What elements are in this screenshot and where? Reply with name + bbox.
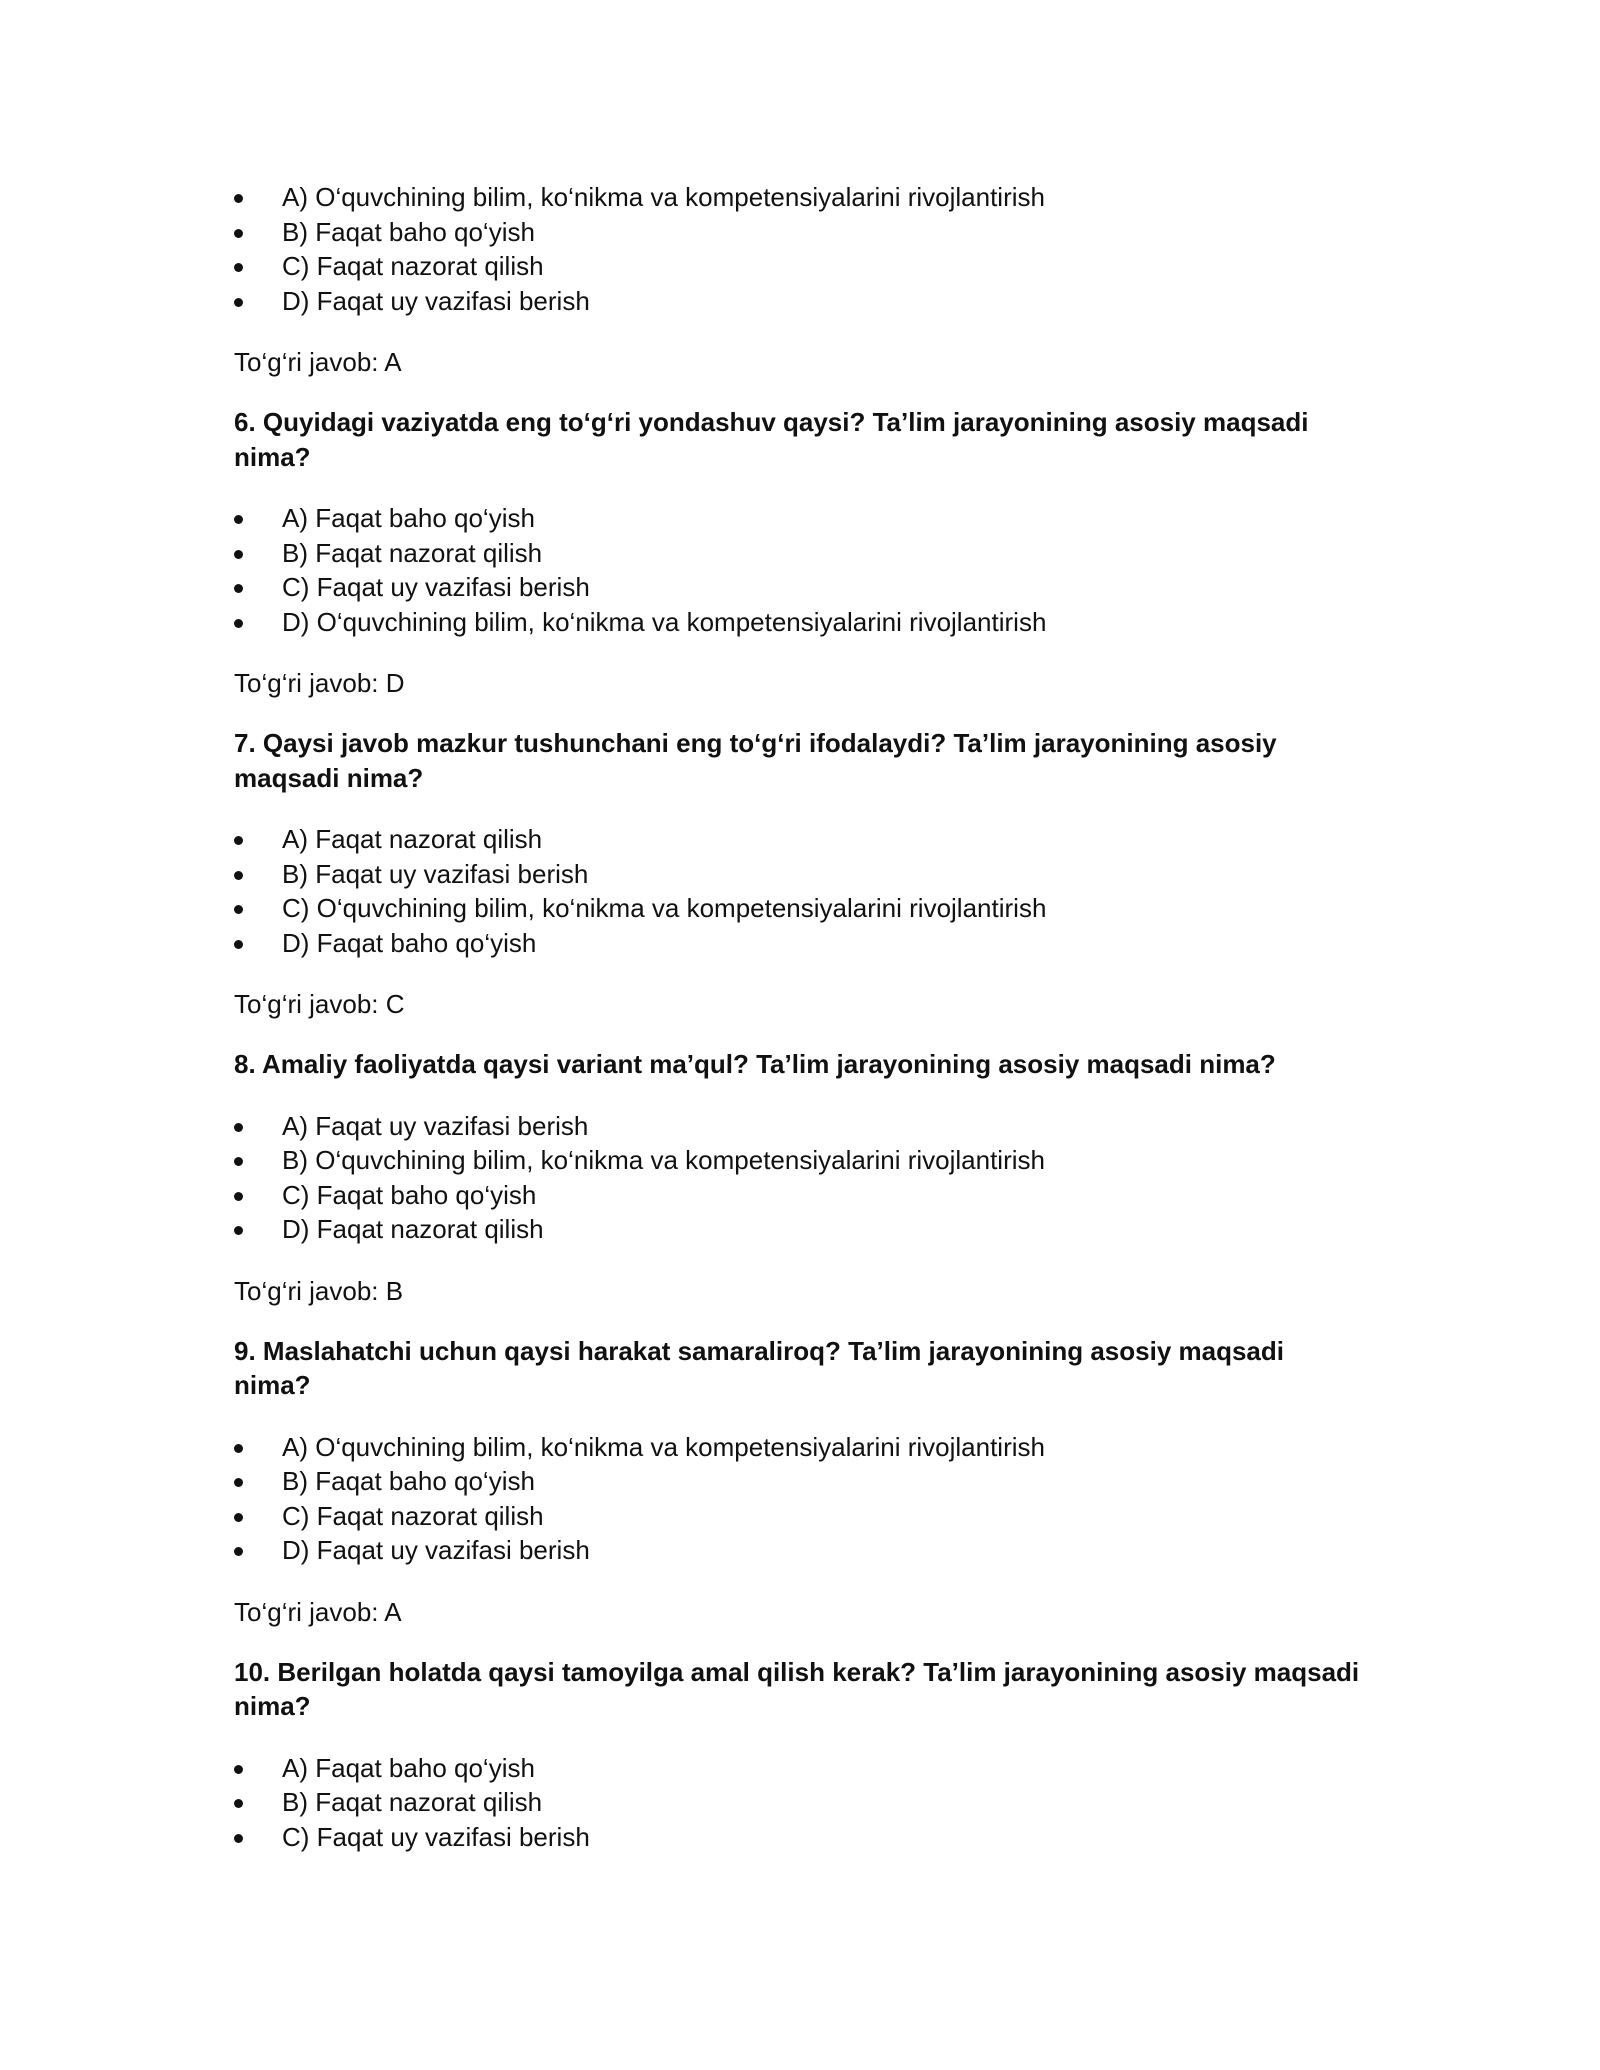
question-9: 9. Maslahatchi uchun qaysi harakat samaraliroq? Ta’lim jarayonining asosiy maqsadi nima? [234, 1335, 1284, 1400]
option-text: D) Faqat nazorat qilish [282, 1214, 544, 1244]
bullet-icon [234, 1226, 243, 1235]
correct-answer: To‘g‘ri javob: D [234, 668, 405, 698]
option-text: D) Faqat uy vazifasi berish [282, 285, 590, 316]
correct-answer: To‘g‘ri javob: A [234, 1596, 402, 1627]
option-item [234, 1464, 1364, 1499]
option-text: C) Faqat nazorat qilish [282, 251, 544, 281]
option-text: C) Faqat uy vazifasi berish [282, 572, 590, 602]
bullet-icon [234, 1123, 243, 1132]
option-item [234, 822, 1364, 857]
bullet-icon [234, 836, 243, 845]
option-item [234, 891, 1364, 926]
option-item [234, 1430, 1364, 1465]
option-item [234, 857, 1364, 892]
option-item [234, 1178, 1364, 1213]
option-item [234, 1109, 1364, 1144]
bullet-icon [234, 1513, 243, 1522]
bullet-icon [234, 1478, 243, 1487]
option-item [234, 1143, 1364, 1178]
options-list [234, 1109, 1364, 1247]
bullet-icon [234, 871, 243, 880]
option-text: B) O‘quvchining bilim, ko‘nikma va kompetensiyalarini rivojlantirish [282, 1145, 1045, 1175]
option-text: B) Faqat baho qo‘yish [282, 1466, 535, 1496]
option-text: D) O‘quvchining bilim, ko‘nikma va kompetensiyalarini rivojlantirish [282, 606, 1047, 637]
bullet-icon [234, 194, 243, 203]
bullet-icon [234, 515, 243, 524]
question-8: 8. Amaliy faoliyatda qaysi variant ma’qul? Ta’lim jarayonining asosiy maqsadi nima? [234, 1049, 1276, 1079]
bullet-icon [234, 1157, 243, 1166]
option-text: D) Faqat uy vazifasi berish [282, 1535, 590, 1565]
option-text: C) Faqat baho qo‘yish [282, 1179, 537, 1210]
option-text: A) Faqat baho qo‘yish [282, 503, 535, 533]
bullet-icon [234, 584, 243, 593]
bullet-icon [234, 298, 243, 307]
option-item [234, 215, 1364, 250]
option-item [234, 1751, 1364, 1786]
option-item [234, 249, 1364, 284]
option-text: A) O‘quvchining bilim, ko‘nikma va kompetensiyalarini rivojlantirish [282, 1431, 1045, 1462]
option-text: C) O‘quvchining bilim, ko‘nikma va kompetensiyalarini rivojlantirish [282, 893, 1047, 923]
option-item [234, 605, 1364, 640]
bullet-icon [234, 1834, 243, 1843]
bullet-icon [234, 1444, 243, 1453]
options-list [234, 1430, 1364, 1568]
question-6: 6. Quyidagi vaziyatda eng to‘g‘ri yondashuv qaysi? Ta’lim jarayonining asosiy maqsadi nima? [234, 407, 1309, 472]
option-item [234, 284, 1364, 319]
question-10: 10. Berilgan holatda qaysi tamoyilga amal qilish kerak? Ta’lim jarayonining asosiy maqsadi nima? [234, 1656, 1360, 1721]
option-text: D) Faqat baho qo‘yish [282, 927, 537, 958]
option-item [234, 1820, 1364, 1855]
bullet-icon [234, 550, 243, 559]
option-text: B) Faqat baho qo‘yish [282, 216, 535, 247]
option-text: B) Faqat nazorat qilish [282, 537, 543, 568]
option-text: B) Faqat nazorat qilish [282, 1787, 543, 1817]
option-text: A) Faqat baho qo‘yish [282, 1752, 535, 1783]
bullet-icon [234, 263, 243, 272]
bullet-icon [234, 619, 243, 628]
bullet-icon [234, 1192, 243, 1201]
options-list [234, 1751, 1364, 1855]
option-item [234, 1499, 1364, 1534]
correct-answer: To‘g‘ri javob: C [234, 989, 405, 1019]
option-item [234, 926, 1364, 961]
option-item [234, 1212, 1364, 1247]
option-item [234, 536, 1364, 571]
option-item [234, 180, 1364, 215]
options-list [234, 180, 1364, 318]
bullet-icon [234, 229, 243, 238]
option-text: A) O‘quvchining bilim, ko‘nikma va kompetensiyalarini rivojlantirish [282, 182, 1045, 212]
options-list [234, 501, 1364, 639]
bullet-icon [234, 905, 243, 914]
option-item [234, 501, 1364, 536]
bullet-icon [234, 1547, 243, 1556]
option-item [234, 570, 1364, 605]
option-text: B) Faqat uy vazifasi berish [282, 858, 589, 889]
bullet-icon [234, 940, 243, 949]
options-list [234, 822, 1364, 960]
question-7: 7. Qaysi javob mazkur tushunchani eng to‘g‘ri ifodalaydi? Ta’lim jarayonining asosiy maqsadi nima? [234, 728, 1277, 793]
correct-answer: To‘g‘ri javob: A [234, 347, 402, 377]
correct-answer: To‘g‘ri javob: B [234, 1275, 404, 1306]
bullet-icon [234, 1765, 243, 1774]
option-text: A) Faqat uy vazifasi berish [282, 1110, 589, 1141]
document-page [234, 180, 1364, 1854]
option-item [234, 1533, 1364, 1568]
option-item [234, 1785, 1364, 1820]
bullet-icon [234, 1799, 243, 1808]
option-text: C) Faqat nazorat qilish [282, 1500, 544, 1531]
option-text: C) Faqat uy vazifasi berish [282, 1821, 590, 1852]
option-text: A) Faqat nazorat qilish [282, 824, 543, 854]
